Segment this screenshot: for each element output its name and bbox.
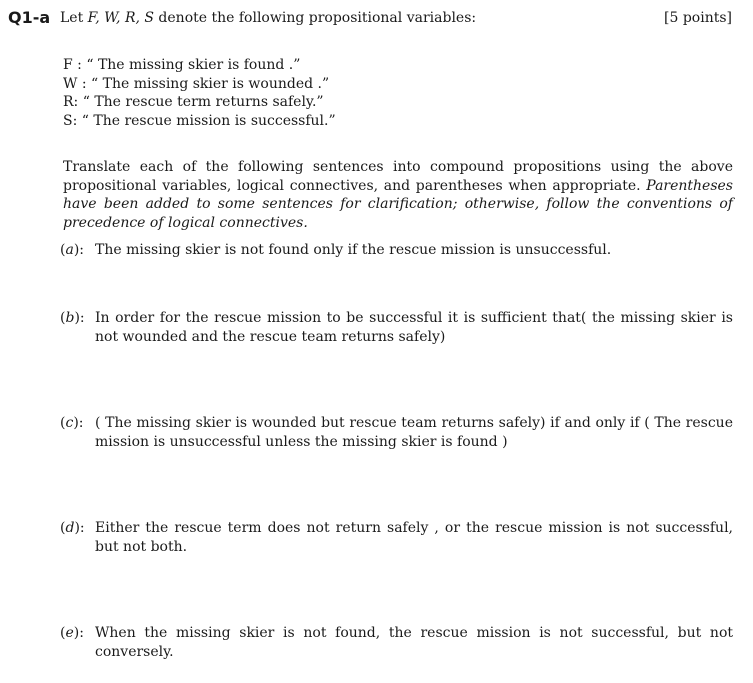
part-e [60,624,733,662]
instructions-text: Translate each of the following sentences into compound propositions using the above propositional variables, logical connectives, and parentheses when appropriate. [63,159,733,194]
variable-w: W : “ The missing skier is wounded .” [63,75,330,92]
points-label: [5 points] [664,10,732,26]
part-b-text: In order for the rescue mission to be successful it is sufficient that( the missing skier is not wounded and the rescue team returns safely) [95,310,733,345]
intro-prefix: Let [60,10,88,26]
question-intro [60,10,476,26]
part-a-text: The missing skier is not found only if the rescue mission is unsuccessful. [95,242,612,258]
variable-definitions [63,56,336,130]
variable-f: F : “ The missing skier is found .” [63,57,301,73]
intro-variables: F, W, R, S [87,10,154,26]
intro-suffix: denote the following propositional variables: [153,10,477,26]
part-c-text: ( The missing skier is wounded but rescue team returns safely) if and only if ( The rescue mission is unsuccessful unless the missing skier is found ) [95,415,733,450]
instructions-paragraph [63,158,733,232]
variable-r: R: “ The rescue term returns safely.” [63,94,324,110]
part-a-label: (a): [60,242,85,258]
part-c-label: (c): [60,415,84,431]
part-b-label: (b): [60,310,85,326]
part-d [60,519,733,557]
variable-s: S: “ The rescue mission is successful.” [63,112,336,129]
part-c [60,414,733,452]
question-id: Q1-a [8,8,51,27]
question-header [8,8,732,30]
part-d-text: Either the rescue term does not return safely , or the rescue mission is not successful, but not both. [95,520,733,555]
part-b [60,309,733,347]
part-a [60,241,733,260]
part-e-text: When the missing skier is not found, the rescue mission is not successful, but not conversely. [95,625,733,660]
part-e-label: (e): [60,625,84,641]
part-d-label: (d): [60,520,85,536]
instructions-italic-note: Parentheses have been added to some sentences for clarification; otherwise, follow the conventions of precedence of logical connectives. [63,177,733,231]
